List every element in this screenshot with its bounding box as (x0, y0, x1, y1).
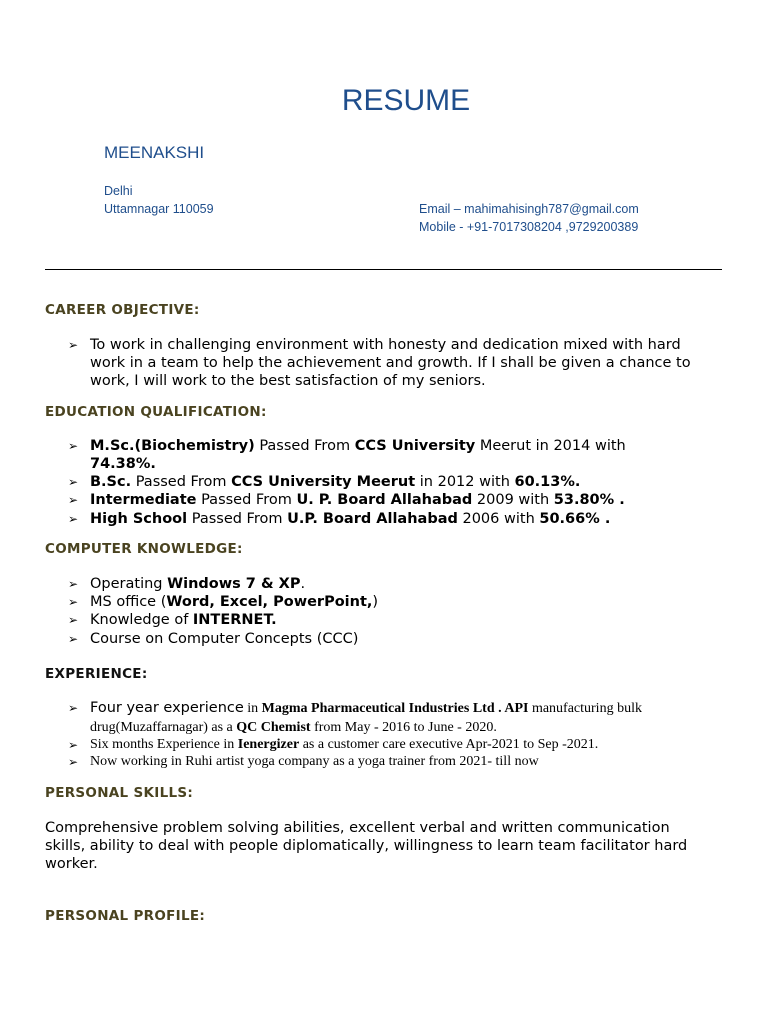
degree: Intermediate (90, 492, 197, 508)
university: CCS University (354, 438, 476, 454)
skills-line: skills, ability to deal with people diplomatically, willingness to learn team facilitator hard (45, 838, 688, 854)
experience-item-magma: Four year experience in Magma Pharmaceutical Industries Ltd . API manufacturing bulk drug(Muzaffarnagar) as a QC Chemist from May - 2016 to June - 2020. (90, 700, 642, 735)
degree: B.Sc. (90, 474, 132, 490)
degree: High School (90, 511, 188, 527)
bullet-icon: ➢ (68, 738, 79, 752)
bullet-icon: ➢ (68, 338, 79, 352)
computer-item-ms-office: MS office (Word, Excel, PowerPoint,) (90, 594, 379, 610)
skills-line: worker. (45, 856, 98, 872)
computer-item-os: Operating Windows 7 & XP. (90, 576, 306, 592)
career-line: work, I will work to the best satisfaction of my seniors. (90, 373, 486, 389)
experience-heading: EXPERIENCE: (45, 666, 148, 682)
education-heading: EDUCATION QUALIFICATION: (45, 404, 267, 420)
career-objective-text (90, 336, 720, 390)
computer-knowledge-heading: COMPUTER KNOWLEDGE: (45, 541, 243, 557)
address: Uttamnagar 110059 (104, 202, 214, 216)
skills-line: Comprehensive problem solving abilities, excellent verbal and written communication (45, 820, 670, 836)
computer-item-ccc: Course on Computer Concepts (CCC) (90, 631, 359, 647)
bullet-icon: ➢ (68, 475, 79, 489)
education-item-bsc: B.Sc. Passed From CCS University Meerut in 2012 with 60.13%. (90, 474, 581, 490)
city: Delhi (104, 184, 133, 198)
divider (45, 269, 722, 270)
career-objective-heading: CAREER OBJECTIVE: (45, 302, 200, 318)
education-item-intermediate: Intermediate Passed From U. P. Board Allahabad 2009 with 53.80% . (90, 492, 625, 508)
company: Magma Pharmaceutical Industries Ltd . API (261, 701, 529, 716)
mobile: Mobile - +91-7017308204 ,9729200389 (419, 220, 639, 234)
percentage: 53.80% . (553, 492, 625, 508)
percentage: 74.38%. (90, 456, 156, 472)
candidate-name: MEENAKSHI (104, 143, 205, 162)
bullet-icon: ➢ (68, 595, 79, 609)
career-line: work in a team to help the achievement and growth. If I shall be given a chance to (90, 355, 691, 371)
bullet-icon: ➢ (68, 439, 79, 453)
page-title: RESUME (341, 84, 471, 117)
education-item-high-school: High School Passed From U.P. Board Allahabad 2006 with 50.66% . (90, 511, 611, 527)
bullet-icon: ➢ (68, 613, 79, 627)
percentage: 60.13%. (514, 474, 581, 490)
bullet-icon: ➢ (68, 755, 79, 769)
university: CCS University Meerut (231, 474, 416, 490)
bullet-icon: ➢ (68, 632, 79, 646)
role: QC Chemist (236, 720, 311, 735)
email: Email – mahimahisingh787@gmail.com (419, 202, 639, 216)
experience-item-yoga: Now working in Ruhi artist yoga company as a yoga trainer from 2021- till now (90, 754, 539, 769)
bullet-icon: ➢ (68, 493, 79, 507)
education-item-msc: M.Sc.(Biochemistry) Passed From CCS University Meerut in 2014 with 74.38%. (90, 438, 626, 472)
career-line: To work in challenging environment with honesty and dedication mixed with hard (90, 337, 681, 353)
degree: M.Sc.(Biochemistry) (90, 438, 255, 454)
bullet-icon: ➢ (68, 512, 79, 526)
bullet-icon: ➢ (68, 701, 79, 715)
personal-profile-heading: PERSONAL PROFILE: (45, 908, 206, 924)
percentage: 50.66% . (539, 511, 611, 527)
experience-item-ienergizer: Six months Experience in Ienergizer as a customer care executive Apr-2021 to Sep -2021. (90, 737, 599, 752)
university: U. P. Board Allahabad (296, 492, 473, 508)
personal-skills-heading: PERSONAL SKILLS: (45, 785, 194, 801)
personal-skills-text (45, 819, 725, 873)
computer-item-internet: Knowledge of INTERNET. (90, 612, 277, 628)
bullet-icon: ➢ (68, 577, 79, 591)
university: U.P. Board Allahabad (287, 511, 458, 527)
company: Ienergizer (237, 737, 300, 752)
